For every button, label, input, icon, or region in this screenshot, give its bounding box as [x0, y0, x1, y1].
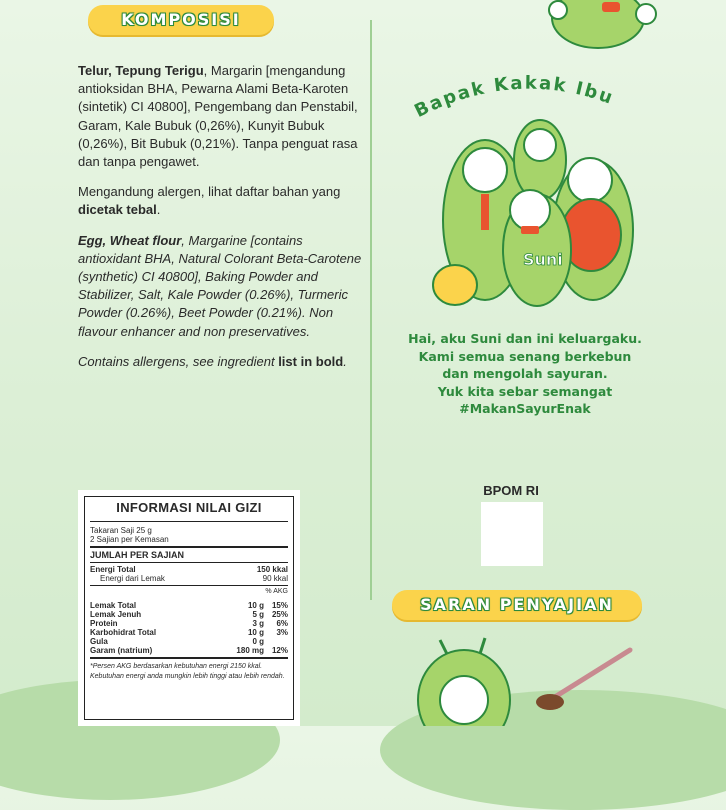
servings-per-pack: 2 Sajian per Kemasan: [90, 535, 169, 544]
nutrient-label: Garam (natrium): [90, 646, 153, 655]
nutrient-label: Karbohidrat Total: [90, 628, 157, 637]
ingredients-text: [78, 62, 363, 383]
nutrient-amount: 10 g: [247, 628, 264, 637]
divider: [90, 546, 288, 548]
allergen-en: [78, 353, 363, 371]
nutrient-row: [90, 610, 288, 619]
nutrient-amount: 10 g: [247, 601, 264, 610]
divider: [90, 562, 288, 563]
nutrient-amount: 5 g: [252, 610, 264, 619]
nutrient-amount: 3 g: [252, 619, 264, 628]
nutrient-rows: [90, 601, 288, 655]
nutrient-label: Gula: [90, 637, 108, 646]
ingredients-en-rest: , Margarine [contains antioxidant BHA, Natural Colorant Beta-Carotene (synthetic) CI 40800], Baking Powder and Stabilizer, Salt, Kale Powder (0.26%), Turmeric Powder (0.26%), Beet Powder (0.21%). Non flavour enhancer and non preservatives.: [78, 232, 362, 339]
allergen-id: [78, 183, 363, 219]
nutrient-label: Lemak Total: [90, 601, 137, 610]
serving-size: Takaran Saji 25 g: [90, 526, 152, 535]
nutrient-label: Lemak Jenuh: [90, 610, 142, 619]
composition-banner: [88, 5, 274, 35]
nutrient-row: [90, 646, 288, 655]
akg-header: % AKG: [265, 588, 288, 595]
energy-label: Energi Total: [90, 565, 136, 574]
message-line: #MakanSayurEnak: [459, 401, 591, 416]
nutrition-footnote: *Persen AKG berdasarkan kebutuhan energi 2150 kkal. Kebutuhan energi anda mungkin lebih tinggi atau lebih rendah.: [90, 663, 285, 680]
message-line: Hai, aku Suni dan ini keluargaku.: [408, 331, 642, 346]
nutrient-label: Protein: [90, 619, 118, 628]
allergen-id-end: .: [156, 202, 161, 218]
ingredients-id-rest: , Margarin [mengandung antioksidan BHA, Pewarna Alami Beta-Karoten (sintetik) CI 40800], Pengembang dan Penstabil, Garam, Kale Bubuk (0,26%), Kunyit Bubuk (0,26%), Bit Bubuk (0,21%). Tanpa penguat rasa dan tanpa pengawet.: [78, 63, 358, 170]
nutrient-amount: 0 g: [252, 637, 264, 646]
nutrition-facts-panel: [78, 490, 300, 726]
ingredients-id: [78, 62, 363, 171]
fat-energy-value: 90 kkal: [262, 574, 288, 583]
nutrient-akg: 15%: [271, 601, 288, 610]
nutrient-akg: 3%: [276, 628, 288, 637]
nutrient-row: [90, 601, 288, 610]
message-line: Yuk kita sebar semangat: [437, 383, 613, 399]
family-message: [395, 330, 655, 418]
nutrient-row: [90, 637, 288, 646]
nutrient-values: [248, 628, 288, 637]
energy-row: [90, 565, 288, 574]
nutrient-akg: 12%: [271, 646, 288, 655]
suni-name-tag: Suni: [523, 250, 563, 269]
family-title: Bapak Kakak Ibu: [411, 72, 617, 123]
nutrition-title: INFORMASI NILAI GIZI: [116, 500, 262, 515]
allergen-en-bold: list in bold: [278, 353, 344, 369]
fat-energy-label: Energi dari Lemak: [100, 574, 165, 583]
allergen-id-bold: dicetak tebal: [78, 202, 157, 218]
serving-caterpillar-illustration: [400, 630, 650, 726]
allergen-en-end: .: [343, 353, 347, 369]
divider: [90, 585, 288, 586]
ingredients-id-lead: Telur, Tepung Terigu: [78, 63, 204, 78]
nutrient-values: [252, 619, 288, 628]
nutrient-row: [90, 619, 288, 628]
message-line: dan mengolah sayuran.: [442, 366, 608, 381]
message-line: Kami semua senang berkebun: [418, 348, 632, 364]
caterpillar-top-illustration: [528, 0, 658, 52]
bpom-number-box: [481, 502, 543, 566]
energy-value: 150 kkal: [256, 565, 288, 574]
nutrition-facts-table: [84, 496, 294, 720]
divider: [90, 657, 288, 659]
nutrient-akg: 25%: [271, 610, 288, 619]
fat-energy-row: [90, 574, 288, 583]
serving-suggestion-banner: [392, 590, 642, 620]
composition-banner-label: KOMPOSISI: [121, 10, 241, 29]
nutrient-akg: [270, 637, 288, 646]
nutrient-values: [236, 646, 288, 655]
nutrient-amount: 180 mg: [236, 646, 264, 655]
nutrient-akg: 6%: [276, 619, 288, 628]
allergen-id-pre: Mengandung alergen, lihat daftar bahan yang: [78, 184, 341, 200]
ingredients-en: [78, 232, 363, 341]
akg-header-row: [90, 588, 288, 595]
nutrient-values: [248, 601, 288, 610]
allergen-en-pre: Contains allergens, see ingredient: [78, 353, 279, 369]
column-divider: [370, 20, 372, 600]
nutrient-row: [90, 628, 288, 637]
nutrient-values: [252, 610, 288, 619]
serving-suggestion-label: SARAN PENYAJIAN: [420, 595, 614, 614]
nutrient-values: [252, 637, 288, 646]
divider: [90, 521, 288, 522]
per-serving-heading: JUMLAH PER SAJIAN: [90, 550, 185, 560]
ingredients-en-lead: Egg, Wheat flour: [78, 232, 182, 248]
caterpillar-family-illustration: [425, 110, 645, 310]
bpom-label: BPOM RI: [483, 483, 539, 498]
